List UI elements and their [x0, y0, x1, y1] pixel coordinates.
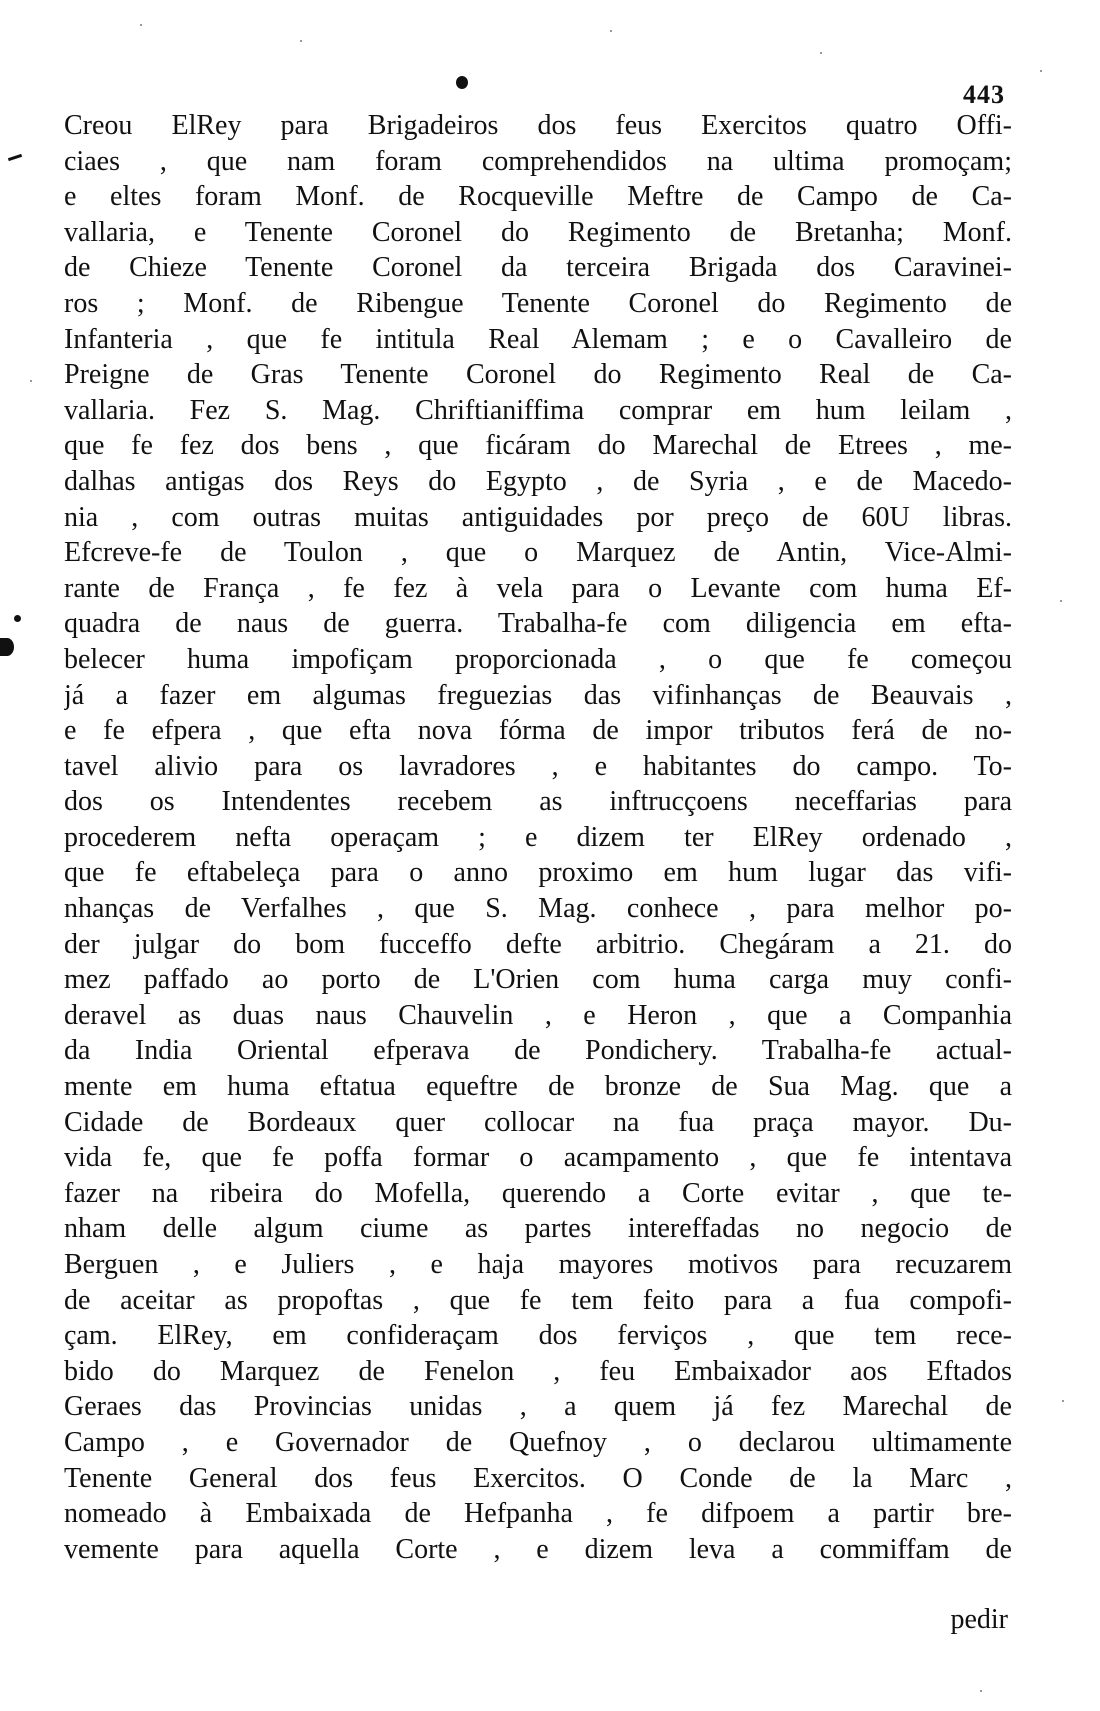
text-line: nomeado à Embaixada de Hefpanha , fe difpoem a partir bre- — [64, 1498, 1012, 1530]
text-line: de Chieze Tenente Coronel da terceira Brigada dos Caravinei- — [64, 252, 1012, 284]
text-line: bido do Marquez de Fenelon , feu Embaixador aos Eftados — [64, 1355, 1012, 1387]
text-line: fazer na ribeira do Mofella, querendo a Corte evitar , que te- — [64, 1177, 1012, 1209]
text-line: e eltes foram Monf. de Rocqueville Meftre de Campo de Ca- — [64, 181, 1012, 213]
paper-speck — [30, 380, 32, 382]
text-line: nham delle algum ciume as partes intereffadas no negocio de — [64, 1213, 1012, 1245]
text-line: Efcreve-fe de Toulon , que o Marquez de Antin, Vice-Almi- — [64, 537, 1012, 569]
text-line: de aceitar as propoftas , que fe tem feito para a fua compofi- — [64, 1284, 1012, 1316]
text-line: mez paffado ao porto de L'Orien com huma carga muy confi- — [64, 964, 1012, 996]
text-line: ciaes , que nam foram comprehendidos na ultima promoçam; — [64, 145, 1012, 177]
paper-speck — [1040, 70, 1042, 72]
text-line: der julgar do bom fucceffo defte arbitrio. Chegáram a 21. do — [64, 928, 1012, 960]
text-line: dos os Intendentes recebem as inftrucçoens neceffarias para — [64, 786, 1012, 818]
text-line: çam. ElRey, em confideraçam dos ferviços , que tem rece- — [64, 1320, 1012, 1352]
text-line: Tenente General dos feus Exercitos. O Conde de la Marc , — [64, 1462, 1012, 1494]
page-number: 443 — [963, 80, 1005, 109]
text-line: Creou ElRey para Brigadeiros dos feus Exercitos quatro Offi- — [64, 110, 1012, 141]
text-line: nia , com outras muitas antiguidades por preço de 60U libras. — [64, 501, 1012, 533]
body-text — [64, 108, 1012, 1567]
margin-ink-mark — [0, 638, 14, 656]
text-line: que fe eftabeleça para o anno proximo em hum lugar das vifi- — [64, 857, 1012, 889]
text-line: tavel alivio para os lavradores , e habitantes do campo. To- — [64, 750, 1012, 782]
text-line: Berguen , e Juliers , e haja mayores motivos para recuzarem — [64, 1249, 1012, 1280]
text-line: vemente para aquella Corte , e dizem leva a commiffam de — [64, 1533, 1012, 1565]
text-line: e fe efpera , que efta nova fórma de impor tributos ferá de no- — [64, 715, 1012, 747]
text-line: procederem nefta operaçam ; e dizem ter ElRey ordenado , — [64, 821, 1012, 853]
text-line: Cidade de Bordeaux quer collocar na fua praça mayor. Du- — [64, 1106, 1012, 1138]
text-line: rante de França , fe fez à vela para o Levante com huma Ef- — [64, 572, 1012, 604]
paper-speck — [140, 24, 142, 26]
text-line: Geraes das Provincias unidas , a quem já fez Marechal de — [64, 1391, 1012, 1423]
margin-ink-mark — [14, 615, 21, 622]
catchword: pedir — [950, 1604, 1008, 1635]
text-line: mente em huma eftatua equeftre de bronze de Sua Mag. que a — [64, 1071, 1012, 1103]
text-line: vallaria. Fez S. Mag. Chriftianiffima comprar em hum leilam , — [64, 394, 1012, 426]
text-line: Infanteria , que fe intitula Real Alemam ; e o Cavalleiro de — [64, 323, 1012, 355]
text-line: deravel as duas naus Chauvelin , e Heron , que a Companhia — [64, 999, 1012, 1031]
text-line: Campo , e Governador de Quefnoy , o declarou ultimamente — [64, 1426, 1012, 1458]
text-line: da India Oriental efperava de Pondichery. Trabalha-fe actual- — [64, 1035, 1012, 1067]
paper-speck — [980, 1690, 982, 1692]
text-line: ros ; Monf. de Ribengue Tenente Coronel do Regimento de — [64, 287, 1012, 319]
text-line: belecer huma impofiçam proporcionada , o que fe começou — [64, 643, 1012, 675]
paper-speck — [1060, 600, 1062, 602]
text-line: quadra de naus de guerra. Trabalha-fe com diligencia em efta- — [64, 608, 1012, 640]
text-line: já a fazer em algumas freguezias das vifinhanças de Beauvais , — [64, 679, 1012, 711]
printer-ornament-dot — [456, 76, 468, 89]
paper-speck — [300, 40, 302, 42]
text-line: vallaria, e Tenente Coronel do Regimento de Bretanha; Monf. — [64, 216, 1012, 248]
margin-ink-mark — [8, 154, 22, 161]
text-line: vida fe, que fe poffa formar o acampamento , que fe intentava — [64, 1142, 1012, 1174]
paper-speck — [820, 52, 822, 54]
paper-speck — [610, 30, 612, 32]
paper-speck — [1062, 1400, 1064, 1402]
text-line: nhanças de Verfalhes , que S. Mag. conhece , para melhor po- — [64, 893, 1012, 925]
text-line: Preigne de Gras Tenente Coronel do Regimento Real de Ca- — [64, 359, 1012, 391]
text-line: dalhas antigas dos Reys do Egypto , de Syria , e de Macedo- — [64, 465, 1012, 497]
text-line: que fe fez dos bens , que ficáram do Marechal de Etrees , me- — [64, 430, 1012, 462]
